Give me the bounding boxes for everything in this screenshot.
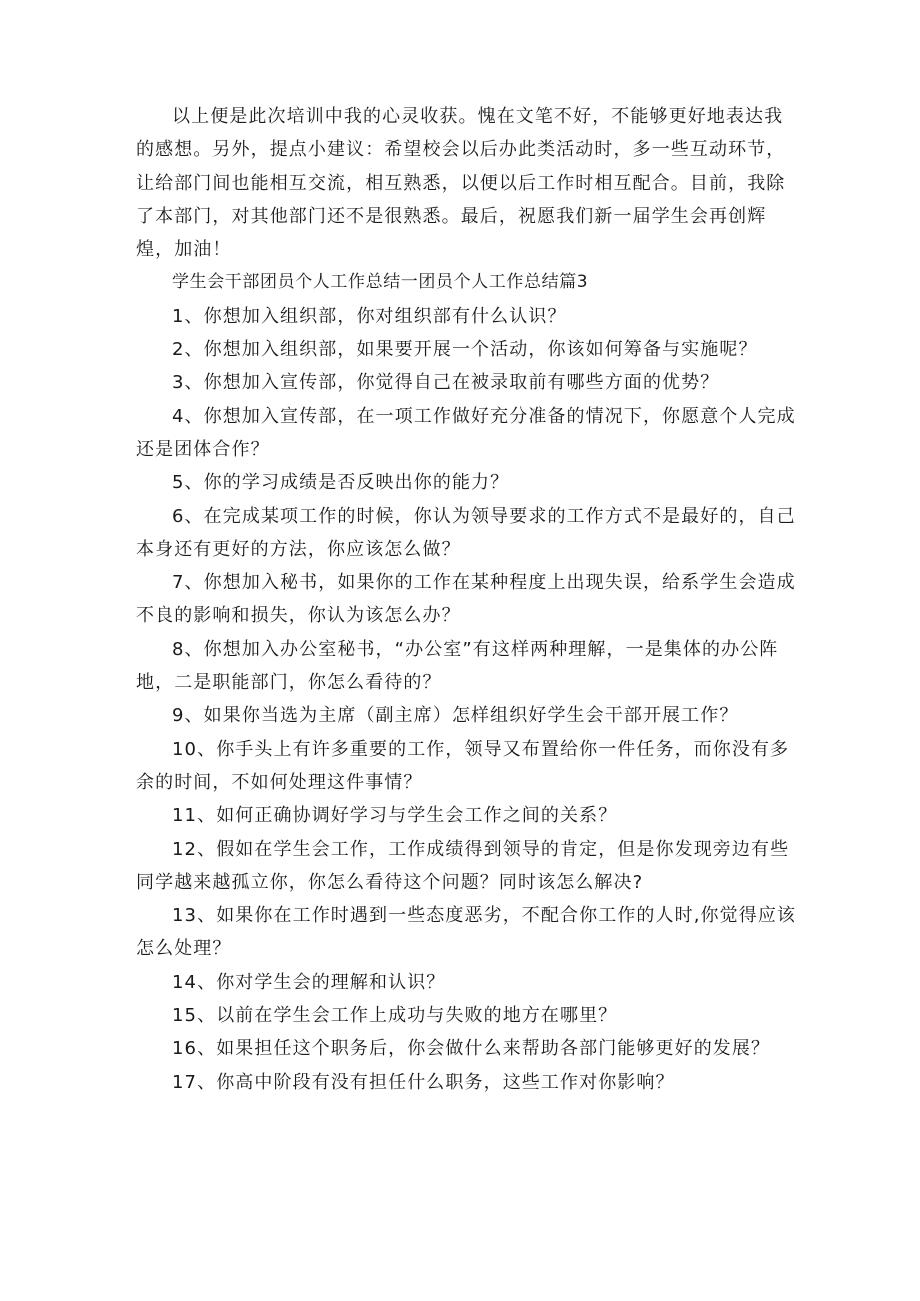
question-item: 15、以前在学生会工作上成功与失败的地方在哪里？ bbox=[172, 1005, 618, 1027]
question-item: 14、你对学生会的理解和认识？ bbox=[172, 971, 446, 993]
question-item: 12、假如在学生会工作，工作成绩得到领导的肯定，但是你发现旁边有些同学越来越孤立你，你怎么看待这个问题？同时该怎么解决? bbox=[136, 838, 790, 893]
question-item: 16、如果担任这个职务后，你会做什么来帮助各部门能够更好的发展？ bbox=[172, 1038, 771, 1060]
question-item: 6、在完成某项工作的时候，你认为领导要求的工作方式不是最好的，自己本身还有更好的方法，你应该怎么做？ bbox=[136, 505, 796, 560]
intro-paragraph: 以上便是此次培训中我的心灵收获。愧在文笔不好，不能够更好地表达我的感想。另外，提点小建议：希望校会以后办此类活动时，多一些互动环节，让给部门间也能相互交流，相互熟悉，以便以后工作时相互配合。目前，我除了本部门，对其他部门还不是很熟悉。最后，祝愿我们新一届学生会再创辉煌，加油！ bbox=[136, 106, 786, 261]
question-item: 8、你想加入办公室秘书，“办公室”有这样两种理解，一是集体的办公阵地，二是职能部门，你怎么看待的？ bbox=[136, 638, 779, 694]
question-item: 10、你手头上有许多重要的工作，领导又布置给你一件任务，而你没有多余的时间，不如何处理这件事情？ bbox=[136, 738, 790, 793]
question-item: 13、如果你在工作时遇到一些态度恶劣，不配合你工作的人时,你觉得应该怎么处理？ bbox=[136, 905, 797, 960]
question-item: 1、你想加入组织部，你对组织部有什么认识？ bbox=[172, 305, 567, 327]
question-item: 11、如何正确协调好学习与学生会工作之间的关系？ bbox=[172, 805, 618, 827]
question-item: 4、你想加入宣传部，在一项工作做好充分准备的情况下，你愿意个人完成还是团体合作？ bbox=[136, 405, 796, 460]
document-page bbox=[136, 100, 800, 1099]
question-item: 3、你想加入宣传部，你觉得自己在被录取前有哪些方面的优势？ bbox=[172, 372, 720, 394]
section-title: 学生会干部团员个人工作总结一团员个人工作总结篇3 bbox=[172, 272, 589, 293]
question-item: 17、你高中阶段有没有担任什么职务，这些工作对你影响？ bbox=[172, 1071, 675, 1093]
question-item: 9、如果你当选为主席（副主席）怎样组织好学生会干部开展工作？ bbox=[172, 705, 739, 727]
question-item: 5、你的学习成绩是否反映出你的能力？ bbox=[172, 472, 510, 494]
question-item: 2、你想加入组织部，如果要开展一个活动，你该如何筹备与实施呢？ bbox=[172, 339, 758, 361]
question-item: 7、你想加入秘书，如果你的工作在某种程度上出现失误，给系学生会造成不良的影响和损失，你认为该怎么办？ bbox=[136, 572, 796, 627]
